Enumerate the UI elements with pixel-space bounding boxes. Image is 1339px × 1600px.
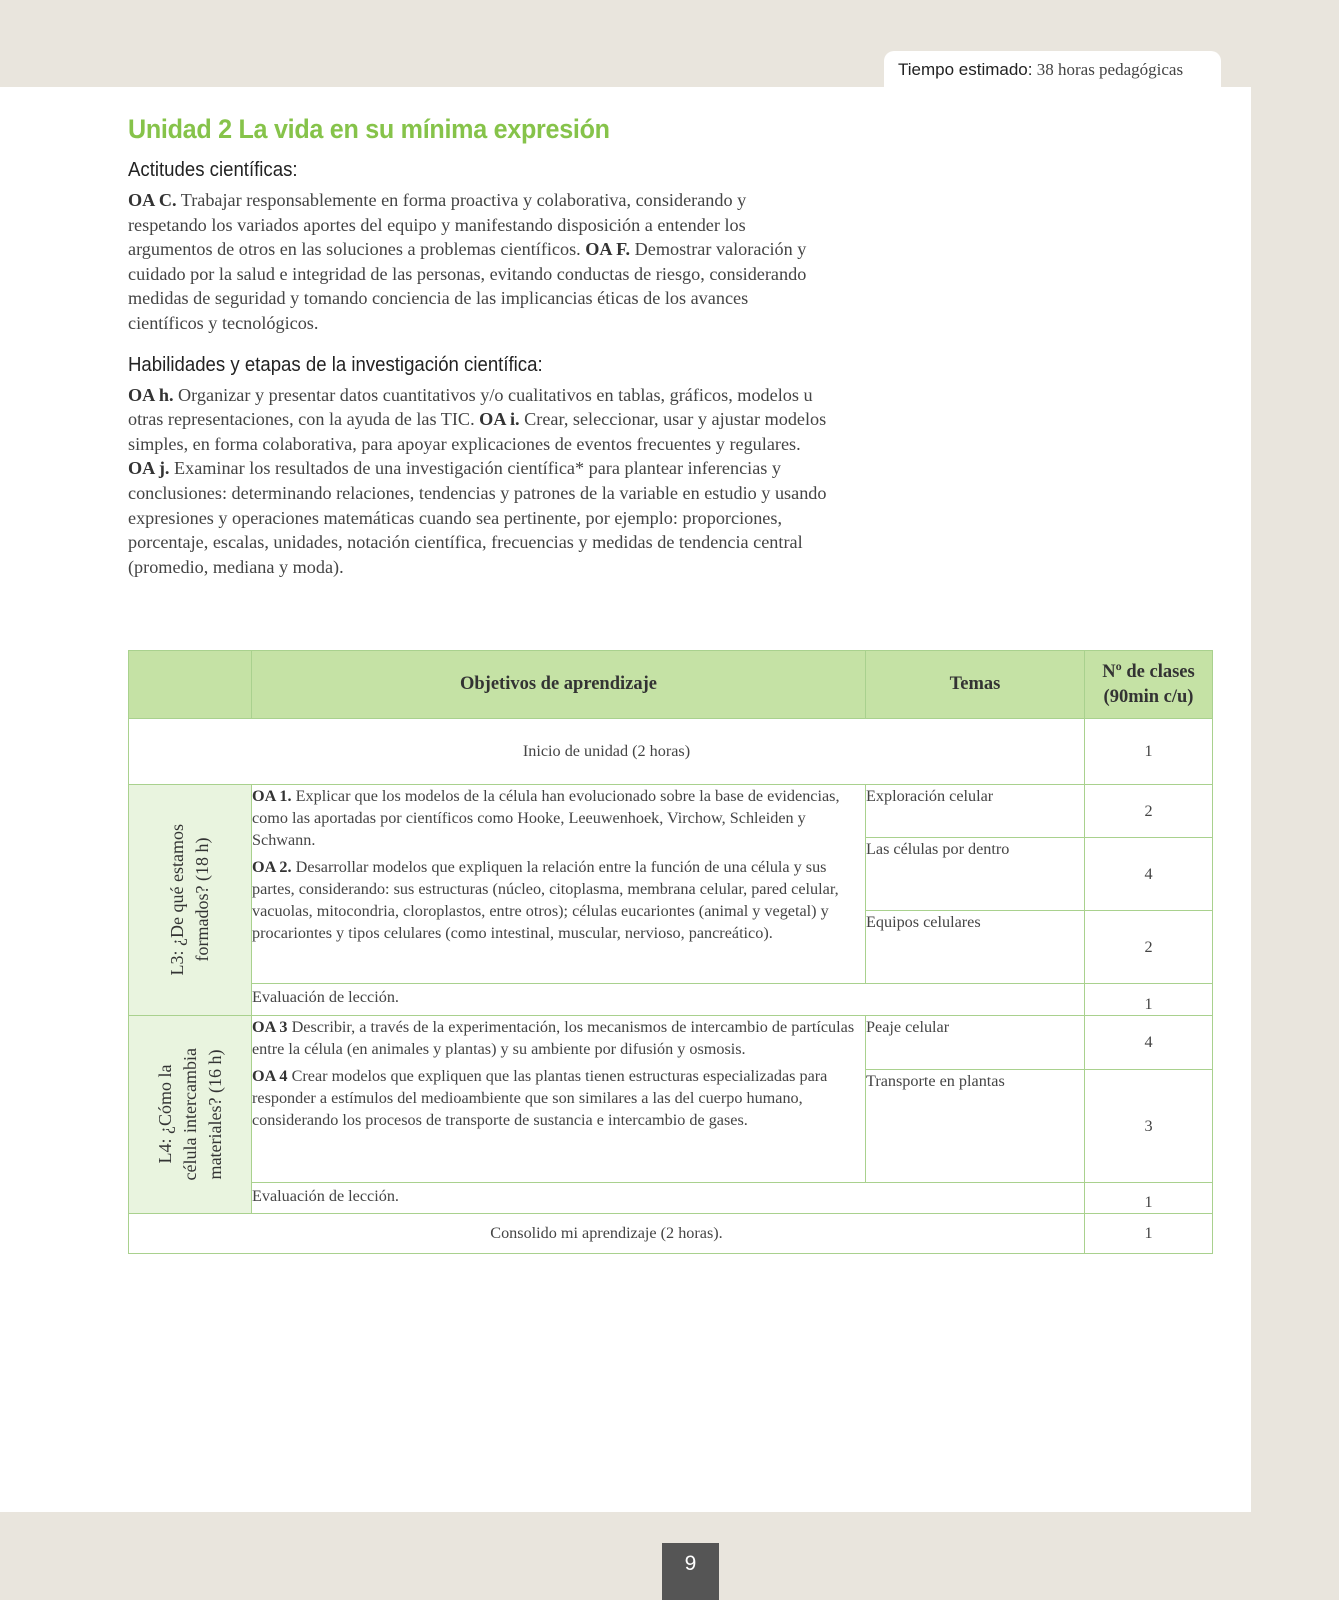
topic-celulas-por-dentro-classes: 4 <box>1085 838 1213 911</box>
lesson4-title-line2: célula intercambia <box>179 1048 200 1181</box>
lesson4-title <box>153 1048 228 1180</box>
oa-j-code: OA j. <box>128 458 170 479</box>
oa1-item <box>252 785 865 851</box>
table-row <box>129 984 1213 1016</box>
page-number: 9 <box>662 1543 719 1600</box>
table-row <box>129 1183 1213 1214</box>
oa4-code: OA 4 <box>252 1067 288 1085</box>
oa-h-code: OA h. <box>128 384 174 405</box>
lesson-plan-table <box>128 650 1213 1254</box>
lesson3-title-line2: formados? (18 h) <box>192 838 212 962</box>
lesson4-evaluation: Evaluación de lección. <box>252 1183 1085 1214</box>
topic-peaje-celular: Peaje celular <box>866 1016 1085 1070</box>
lesson3-title-line1: L3: ¿De qué estamos <box>167 824 187 976</box>
intro-section <box>128 114 828 579</box>
unit-title: Unidad 2 La vida en su mínima expresión <box>128 114 610 144</box>
oa-f-text: Demostrar valoración y cuidado por la salud e integridad de las personas, evitando conductas de riesgo, considerando medidas de seguridad y tomando conciencia de las implicancias éticas de los avances científicos y tecnológicos. <box>128 239 807 333</box>
oa3-code: OA 3 <box>252 1018 288 1036</box>
header-topics: Temas <box>866 651 1085 719</box>
table-header-row <box>129 651 1213 719</box>
lesson3-evaluation-classes: 1 <box>1085 984 1213 1016</box>
table-row <box>129 1016 1213 1070</box>
topic-peaje-celular-classes: 4 <box>1085 1016 1213 1070</box>
header-classes-line2: (90min c/u) <box>1103 686 1194 707</box>
oa-i-text: Crear, seleccionar, usar y ajustar modelos simples, en forma colaborativa, para apoyar explicaciones de eventos frecuentes y regulares. <box>128 409 827 454</box>
lesson3-evaluation: Evaluación de lección. <box>252 984 1085 1016</box>
lesson4-evaluation-classes: 1 <box>1085 1183 1213 1214</box>
estimated-time-tab <box>884 51 1221 91</box>
oa1-code: OA 1. <box>252 787 292 805</box>
oa3-item <box>252 1016 865 1060</box>
oa3-text: Describir, a través de la experimentación, los mecanismos de intercambio de partículas entre la célula (en animales y plantas) y su ambiente por difusión y osmosis. <box>252 1018 855 1058</box>
oa-c-text: Trabajar responsablemente en forma proactiva y colaborativa, considerando y respetando los variados aportes del equipo y manifestando disposición a entender los argumentos de otros en las soluciones a problemas científicos. <box>128 190 747 260</box>
lesson3-title <box>165 824 215 975</box>
topic-equipos-celulares-classes: 2 <box>1085 911 1213 984</box>
lesson3-objectives <box>252 785 866 984</box>
header-empty-cell <box>129 651 252 719</box>
oa-f-code: OA F. <box>585 239 631 260</box>
table-row <box>129 785 1213 838</box>
oa1-text: Explicar que los modelos de la célula han evolucionado sobre la base de evidencias, como las aportadas por científicos como Hooke, Leeuwenhoek, Virchow, Schleiden y Schwann. <box>252 787 840 849</box>
consolidation-label: Consolido mi aprendizaje (2 horas). <box>129 1214 1085 1254</box>
unit-start-classes: 1 <box>1085 719 1213 785</box>
topic-exploracion: Exploración celular <box>866 785 1085 838</box>
oa2-item <box>252 856 865 944</box>
oa-i-code: OA i. <box>479 409 520 430</box>
topic-exploracion-classes: 2 <box>1085 785 1213 838</box>
header-objectives: Objetivos de aprendizaje <box>252 651 866 719</box>
header-classes <box>1085 651 1213 719</box>
topic-transporte-plantas: Transporte en plantas <box>866 1070 1085 1183</box>
attitudes-paragraph <box>128 188 828 336</box>
oa-h-text: Organizar y presentar datos cuantitativos y/o cualitativos en tablas, gráficos, modelos u otras representaciones, con la ayuda de las TIC. <box>128 384 813 430</box>
topic-transporte-plantas-classes: 3 <box>1085 1070 1213 1183</box>
attitudes-heading: Actitudes científicas: <box>128 159 298 181</box>
oa-j-text: Examinar los resultados de una investigación científica* para plantear inferencias y conclusiones: determinando relaciones, tendencias y patrones de la variable en estudio y usando expresiones y operaciones matemáticas cuando sea pertinente, por ejemplo: proporciones, porcentaje, escalas, unidades, notación científica, frecuencias y medidas de tendencia central (promedio, mediana y moda). <box>128 458 827 577</box>
table-row-start <box>129 719 1213 785</box>
lesson3-title-cell <box>129 785 252 1016</box>
lesson4-title-cell <box>129 1016 252 1214</box>
lesson4-objectives <box>252 1016 866 1183</box>
lesson4-title-line1: L4: ¿Cómo la <box>154 1065 175 1164</box>
oa2-text: Desarrollar modelos que expliquen la relación entre la función de una célula y sus partes, considerando: sus estructuras (núcleo, citoplasma, membrana celular, pared celular, vacuolas, mitocondria, cloroplastos, entre otros); células eucariontes (animal y vegetal) y procariontes y tipos celulares (como intestinal, muscular, nervioso, pancreático). <box>252 858 839 942</box>
estimated-time-label: Tiempo estimado: <box>898 60 1033 79</box>
consolidation-classes: 1 <box>1085 1214 1213 1254</box>
estimated-time-value: 38 horas pedagógicas <box>1036 60 1184 79</box>
topic-celulas-por-dentro: Las células por dentro <box>866 838 1085 911</box>
unit-start-label: Inicio de unidad (2 horas) <box>129 719 1085 785</box>
table-row-end <box>129 1214 1213 1254</box>
skills-paragraph <box>128 383 828 580</box>
oa4-text: Crear modelos que expliquen que las plantas tienen estructuras especializadas para responder a estímulos del medioambiente que son similares a las del cuerpo humano, considerando los procesos de transporte de sustancia e intercambio de gases. <box>252 1067 828 1129</box>
oa4-item <box>252 1065 865 1131</box>
oa-c-code: OA C. <box>128 190 177 210</box>
skills-heading: Habilidades y etapas de la investigación científica: <box>128 353 543 376</box>
header-classes-line1: Nº de clases <box>1102 661 1195 682</box>
topic-equipos-celulares: Equipos celulares <box>866 911 1085 984</box>
oa2-code: OA 2. <box>252 858 292 876</box>
lesson4-title-line3: materiales? (16 h) <box>204 1049 225 1180</box>
